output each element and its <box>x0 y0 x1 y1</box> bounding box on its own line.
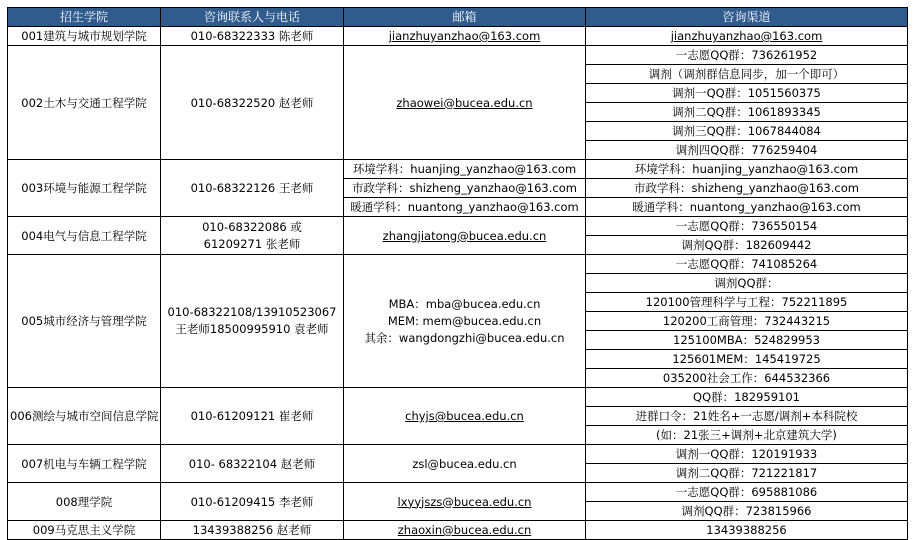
contact-cell: 010-68322333 陈老师 <box>161 27 344 46</box>
table-row <box>8 483 908 502</box>
channel-cell: 035200社会工作：644532366 <box>586 369 908 388</box>
channel-cell: 一志愿QQ群：741085264 <box>586 255 908 274</box>
channel-cell: 进群口令：21姓名+一志愿/调剂+本科院校 <box>586 407 908 426</box>
email-cell: zsl@bucea.edu.cn <box>344 445 586 483</box>
contact-cell: 010-68322520 赵老师 <box>161 46 344 160</box>
header-contact: 咨询联系人与电话 <box>161 8 344 27</box>
table-row <box>8 217 908 236</box>
contact-cell <box>161 217 344 255</box>
table-row <box>8 255 908 274</box>
email-line: 其余：wangdongzhi@bucea.edu.cn <box>364 330 565 345</box>
contact-cell: 010-68322126 王老师 <box>161 160 344 217</box>
channel-cell: 调剂二QQ群：1061893345 <box>586 103 908 122</box>
table-row <box>8 521 908 540</box>
channel-cell: 暖通学科：nuantong_yanzhao@163.com <box>586 198 908 217</box>
channel-cell: 调剂QQ群：723815966 <box>586 502 908 521</box>
contact-line: 010-68322086 或 <box>202 219 302 234</box>
channel-cell: 一志愿QQ群：736261952 <box>586 46 908 65</box>
table-row <box>8 160 908 179</box>
channel-cell: 调剂QQ群： <box>586 274 908 293</box>
channel-cell: 调剂一QQ群：120191933 <box>586 445 908 464</box>
contact-cell: 13439388256 赵老师 <box>161 521 344 540</box>
email-link[interactable]: jianzhuyanzhao@163.com <box>344 27 586 46</box>
channel-cell: 环境学科：huanjing_yanzhao@163.com <box>586 160 908 179</box>
channel-cell: 120200工商管理：732443215 <box>586 312 908 331</box>
channel-cell: 125100MBA：524829953 <box>586 331 908 350</box>
college-cell: 006测绘与城市空间信息学院 <box>8 388 161 445</box>
table-row <box>8 46 908 65</box>
header-college: 招生学院 <box>8 8 161 27</box>
email-link[interactable]: chyjs@bucea.edu.cn <box>344 388 586 445</box>
channel-cell: 调剂一QQ群：1051560375 <box>586 84 908 103</box>
table-row <box>8 388 908 407</box>
channel-cell: 调剂（调剂群信息同步，加一个即可） <box>586 65 908 84</box>
channel-link[interactable]: jianzhuyanzhao@163.com <box>586 27 908 46</box>
channel-cell: 调剂三QQ群：1067844084 <box>586 122 908 141</box>
college-cell: 005城市经济与管理学院 <box>8 255 161 388</box>
email-cell: 暖通学科：nuantong_yanzhao@163.com <box>344 198 586 217</box>
channel-cell: (如：21张三+调剂+北京建筑大学) <box>586 426 908 445</box>
email-cell: 市政学科：shizheng_yanzhao@163.com <box>344 179 586 198</box>
channel-cell: 调剂二QQ群：721221817 <box>586 464 908 483</box>
channel-cell: 调剂QQ群：182609442 <box>586 236 908 255</box>
contact-line: 王老师18500995910 袁老师 <box>175 322 329 336</box>
email-link[interactable]: zhaoxin@bucea.edu.cn <box>344 521 586 540</box>
table-row <box>8 27 908 46</box>
email-link[interactable]: zhaowei@bucea.edu.cn <box>344 46 586 160</box>
channel-cell: 调剂四QQ群：776259404 <box>586 141 908 160</box>
college-cell: 008理学院 <box>8 483 161 521</box>
channel-cell: 120100管理科学与工程：752211895 <box>586 293 908 312</box>
channel-cell: 一志愿QQ群：695881086 <box>586 483 908 502</box>
contact-cell: 010-61209415 李老师 <box>161 483 344 521</box>
channel-cell: 13439388256 <box>586 521 908 540</box>
contact-cell <box>161 255 344 388</box>
contact-table <box>7 7 908 540</box>
email-link[interactable]: zhangjiatong@bucea.edu.cn <box>344 217 586 255</box>
channel-cell: 125601MEM：145419725 <box>586 350 908 369</box>
header-email: 邮箱 <box>344 8 586 27</box>
email-link[interactable]: lxyyjszs@bucea.edu.cn <box>344 483 586 521</box>
college-cell: 009马克思主义学院 <box>8 521 161 540</box>
college-cell: 007机电与车辆工程学院 <box>8 445 161 483</box>
email-cell <box>344 255 586 388</box>
channel-cell: 一志愿QQ群：736550154 <box>586 217 908 236</box>
channel-cell: QQ群：182959101 <box>586 388 908 407</box>
header-channel: 咨询渠道 <box>586 8 908 27</box>
college-cell: 003环境与能源工程学院 <box>8 160 161 217</box>
email-line: MEM: mem@bucea.edu.cn <box>387 313 542 328</box>
college-cell: 001建筑与城市规划学院 <box>8 27 161 46</box>
contact-cell: 010-61209121 崔老师 <box>161 388 344 445</box>
contact-line: 61209271 张老师 <box>203 236 301 251</box>
college-cell: 004电气与信息工程学院 <box>8 217 161 255</box>
contact-cell: 010- 68322104 赵老师 <box>161 445 344 483</box>
channel-cell: 市政学科：shizheng_yanzhao@163.com <box>586 179 908 198</box>
email-cell: 环境学科：huanjing_yanzhao@163.com <box>344 160 586 179</box>
header-row <box>8 8 908 27</box>
contact-line: 010-68322108/13910523067 <box>167 305 337 319</box>
college-cell: 002土木与交通工程学院 <box>8 46 161 160</box>
email-line: MBA：mba@bucea.edu.cn <box>388 296 541 311</box>
table-row <box>8 445 908 464</box>
